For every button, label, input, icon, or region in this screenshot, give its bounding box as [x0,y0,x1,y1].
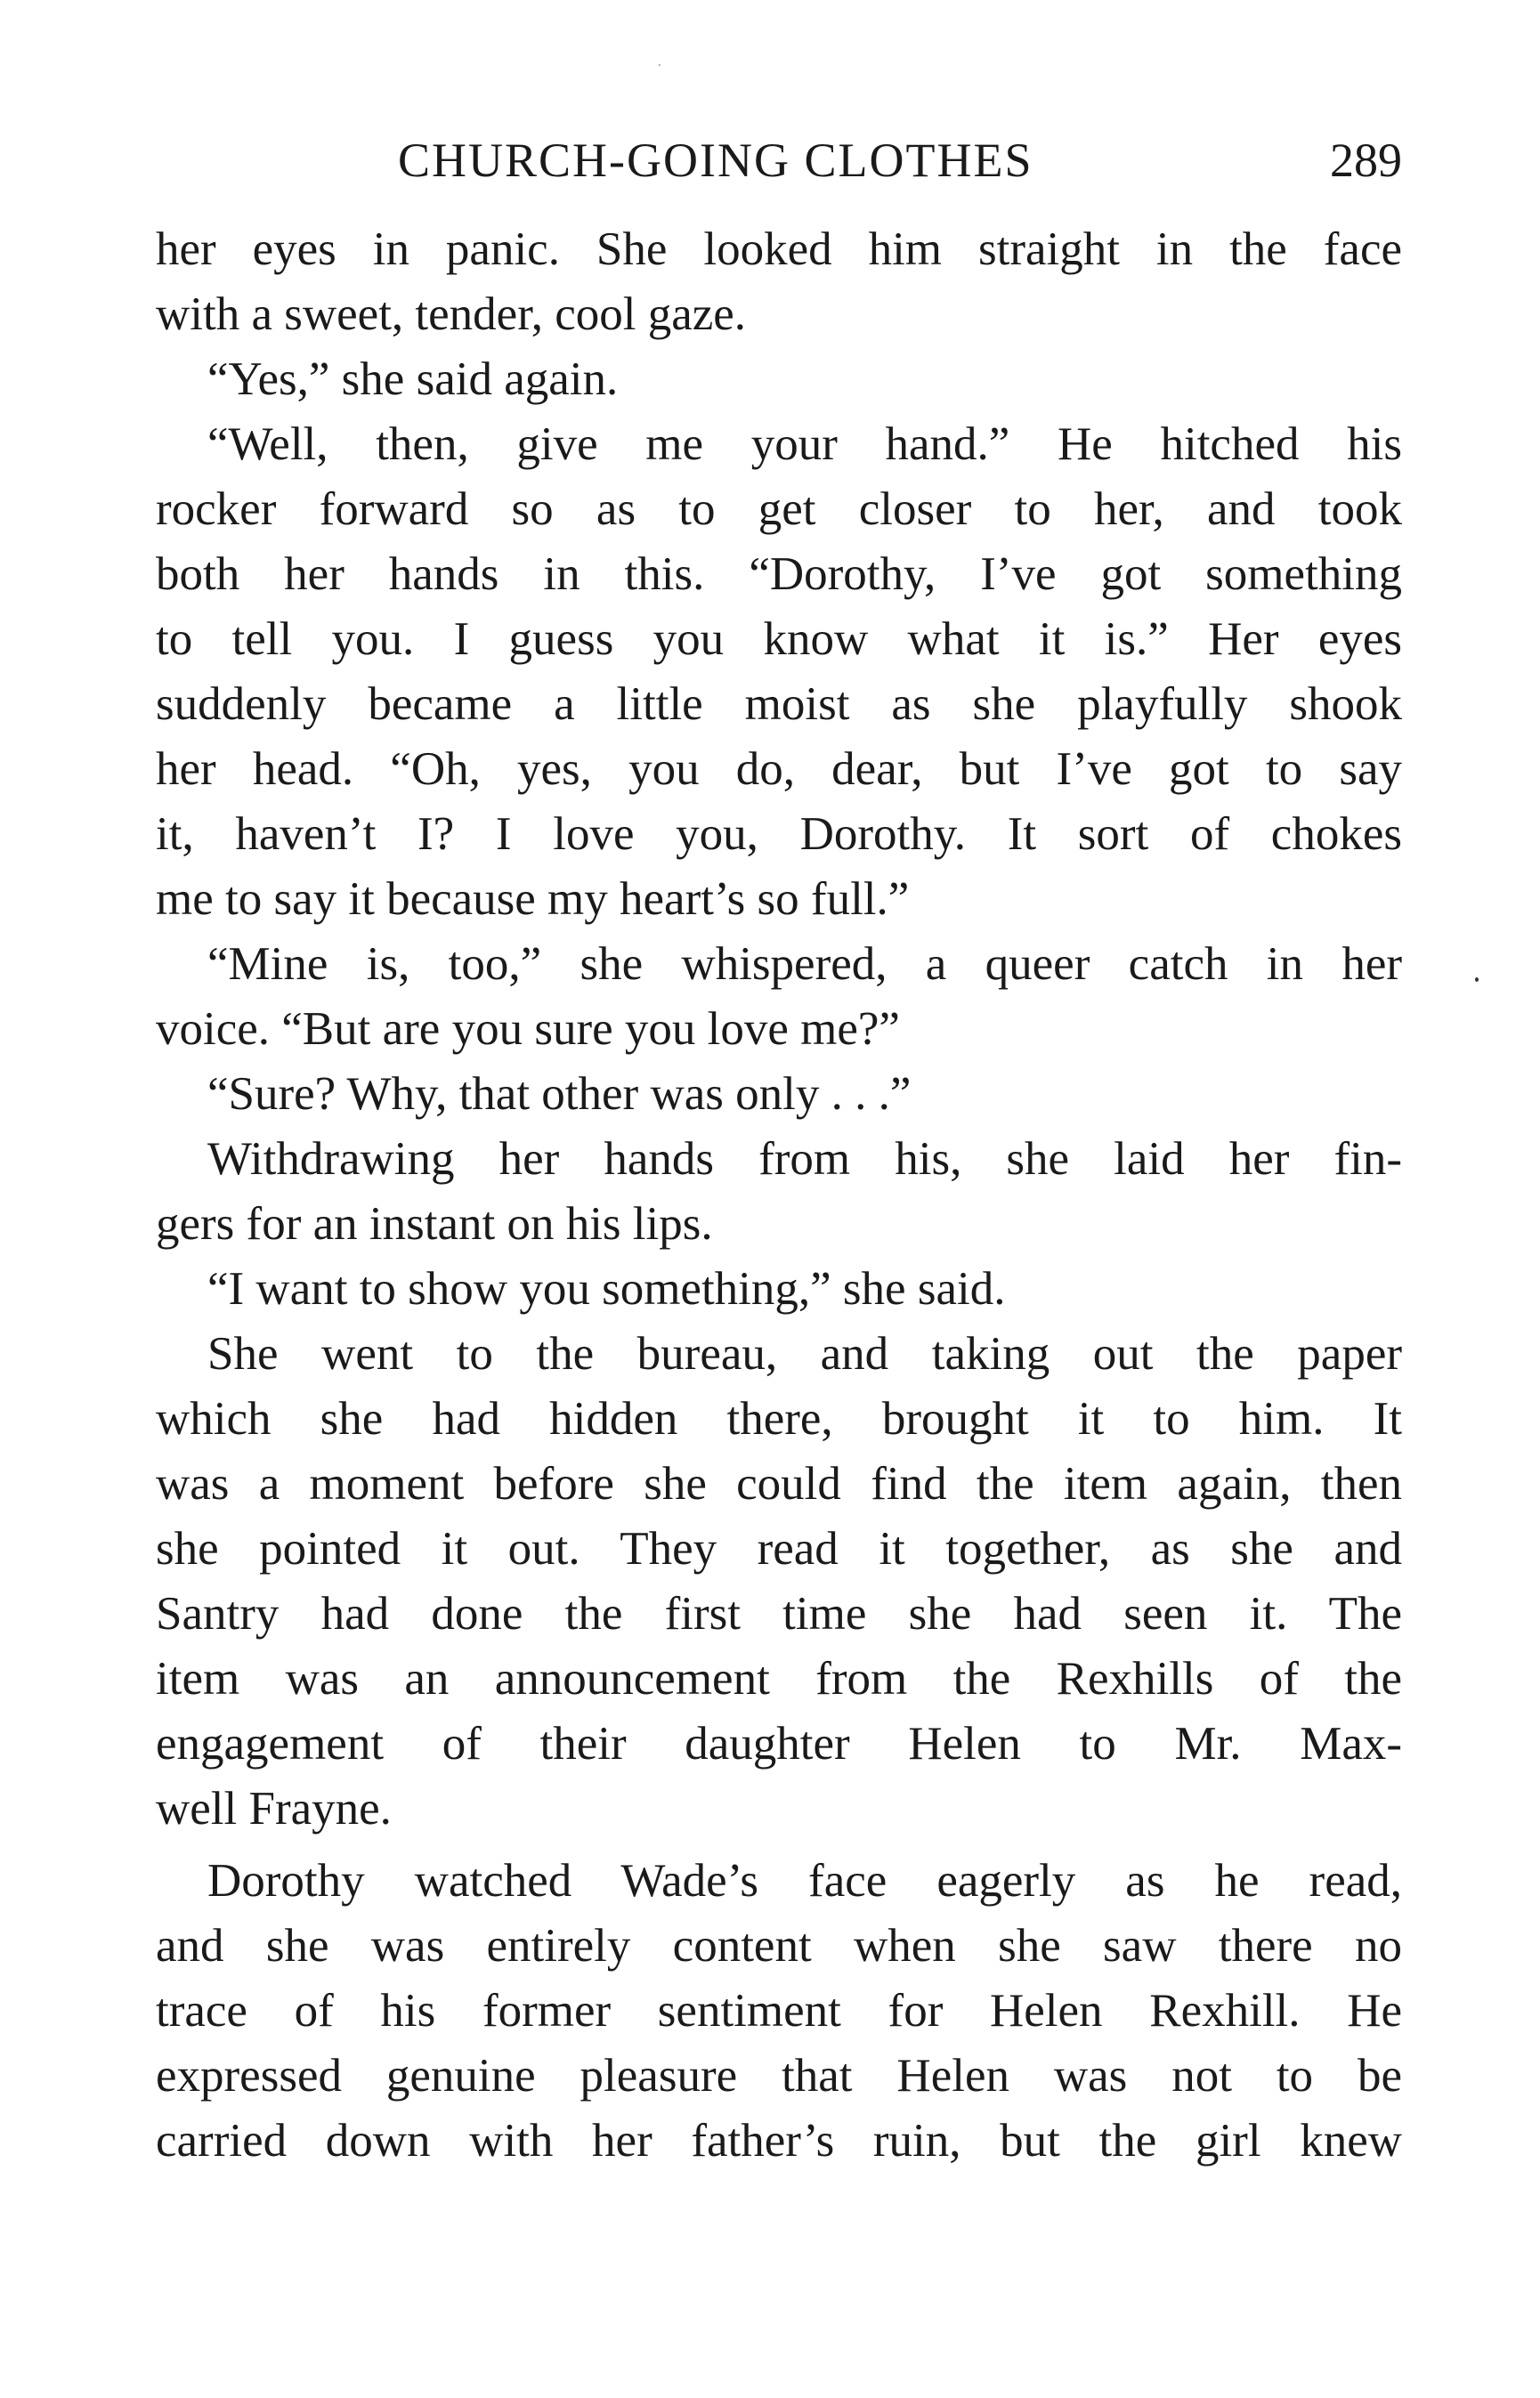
text-line: trace of his former sentiment for Helen Rexhill. He [156,1985,1402,2037]
text-line: carried down with her father’s ruin, but the girl knew [156,2115,1402,2167]
text-line: She went to the bureau, and taking out the paper [207,1328,1402,1380]
text-line: her eyes in panic. She looked him straight in the face [156,223,1402,275]
text-line: “Sure? Why, that other was only . . .” [207,1068,912,1120]
text-line: and she was entirely content when she saw there no [156,1920,1402,1972]
text-line: she pointed it out. They read it together, as she and [156,1523,1402,1575]
text-line: Dorothy watched Wade’s face eagerly as he read, [207,1855,1402,1907]
text-line: item was an announcement from the Rexhills of the [156,1653,1402,1705]
text-line: her head. “Oh, yes, you do, dear, but I’ve got to say [156,743,1402,795]
speck-mark [1475,977,1479,982]
text-line: voice. “But are you sure you love me?” [156,1003,900,1055]
text-line: engagement of their daughter Helen to Mr. Max- [156,1718,1402,1770]
text-line: with a sweet, tender, cool gaze. [156,288,747,340]
text-line: it, haven’t I? I love you, Dorothy. It sort of chokes [156,808,1402,860]
text-line: me to say it because my heart’s so full.” [156,873,910,925]
text-line: Santry had done the first time she had seen it. The [156,1588,1402,1640]
body-text [156,217,1402,2174]
text-line: expressed genuine pleasure that Helen was not to be [156,2050,1402,2102]
running-header [156,125,1402,196]
text-line: “Yes,” she said again. [207,353,619,405]
text-line: rocker forward so as to get closer to her, and took [156,483,1402,535]
page-number: 289 [1330,134,1402,187]
text-line: was a moment before she could find the item again, then [156,1458,1402,1510]
speck-mark [659,64,661,66]
text-line: which she had hidden there, brought it to him. It [156,1393,1402,1445]
text-line: “Mine is, too,” she whispered, a queer catch in her [207,938,1402,990]
text-line: well Frayne. [156,1783,392,1835]
text-line: to tell you. I guess you know what it is.” Her eyes [156,613,1402,665]
text-line: gers for an instant on his lips. [156,1198,713,1250]
text-line: “I want to show you something,” she said. [207,1263,1006,1315]
text-line: Withdrawing her hands from his, she laid her fin- [207,1133,1402,1185]
text-line: “Well, then, give me your hand.” He hitched his [207,418,1402,470]
running-title: CHURCH-GOING CLOTHES [398,134,1033,187]
text-line: both her hands in this. “Dorothy, I’ve got something [156,548,1402,600]
text-line: suddenly became a little moist as she playfully shook [156,678,1402,730]
